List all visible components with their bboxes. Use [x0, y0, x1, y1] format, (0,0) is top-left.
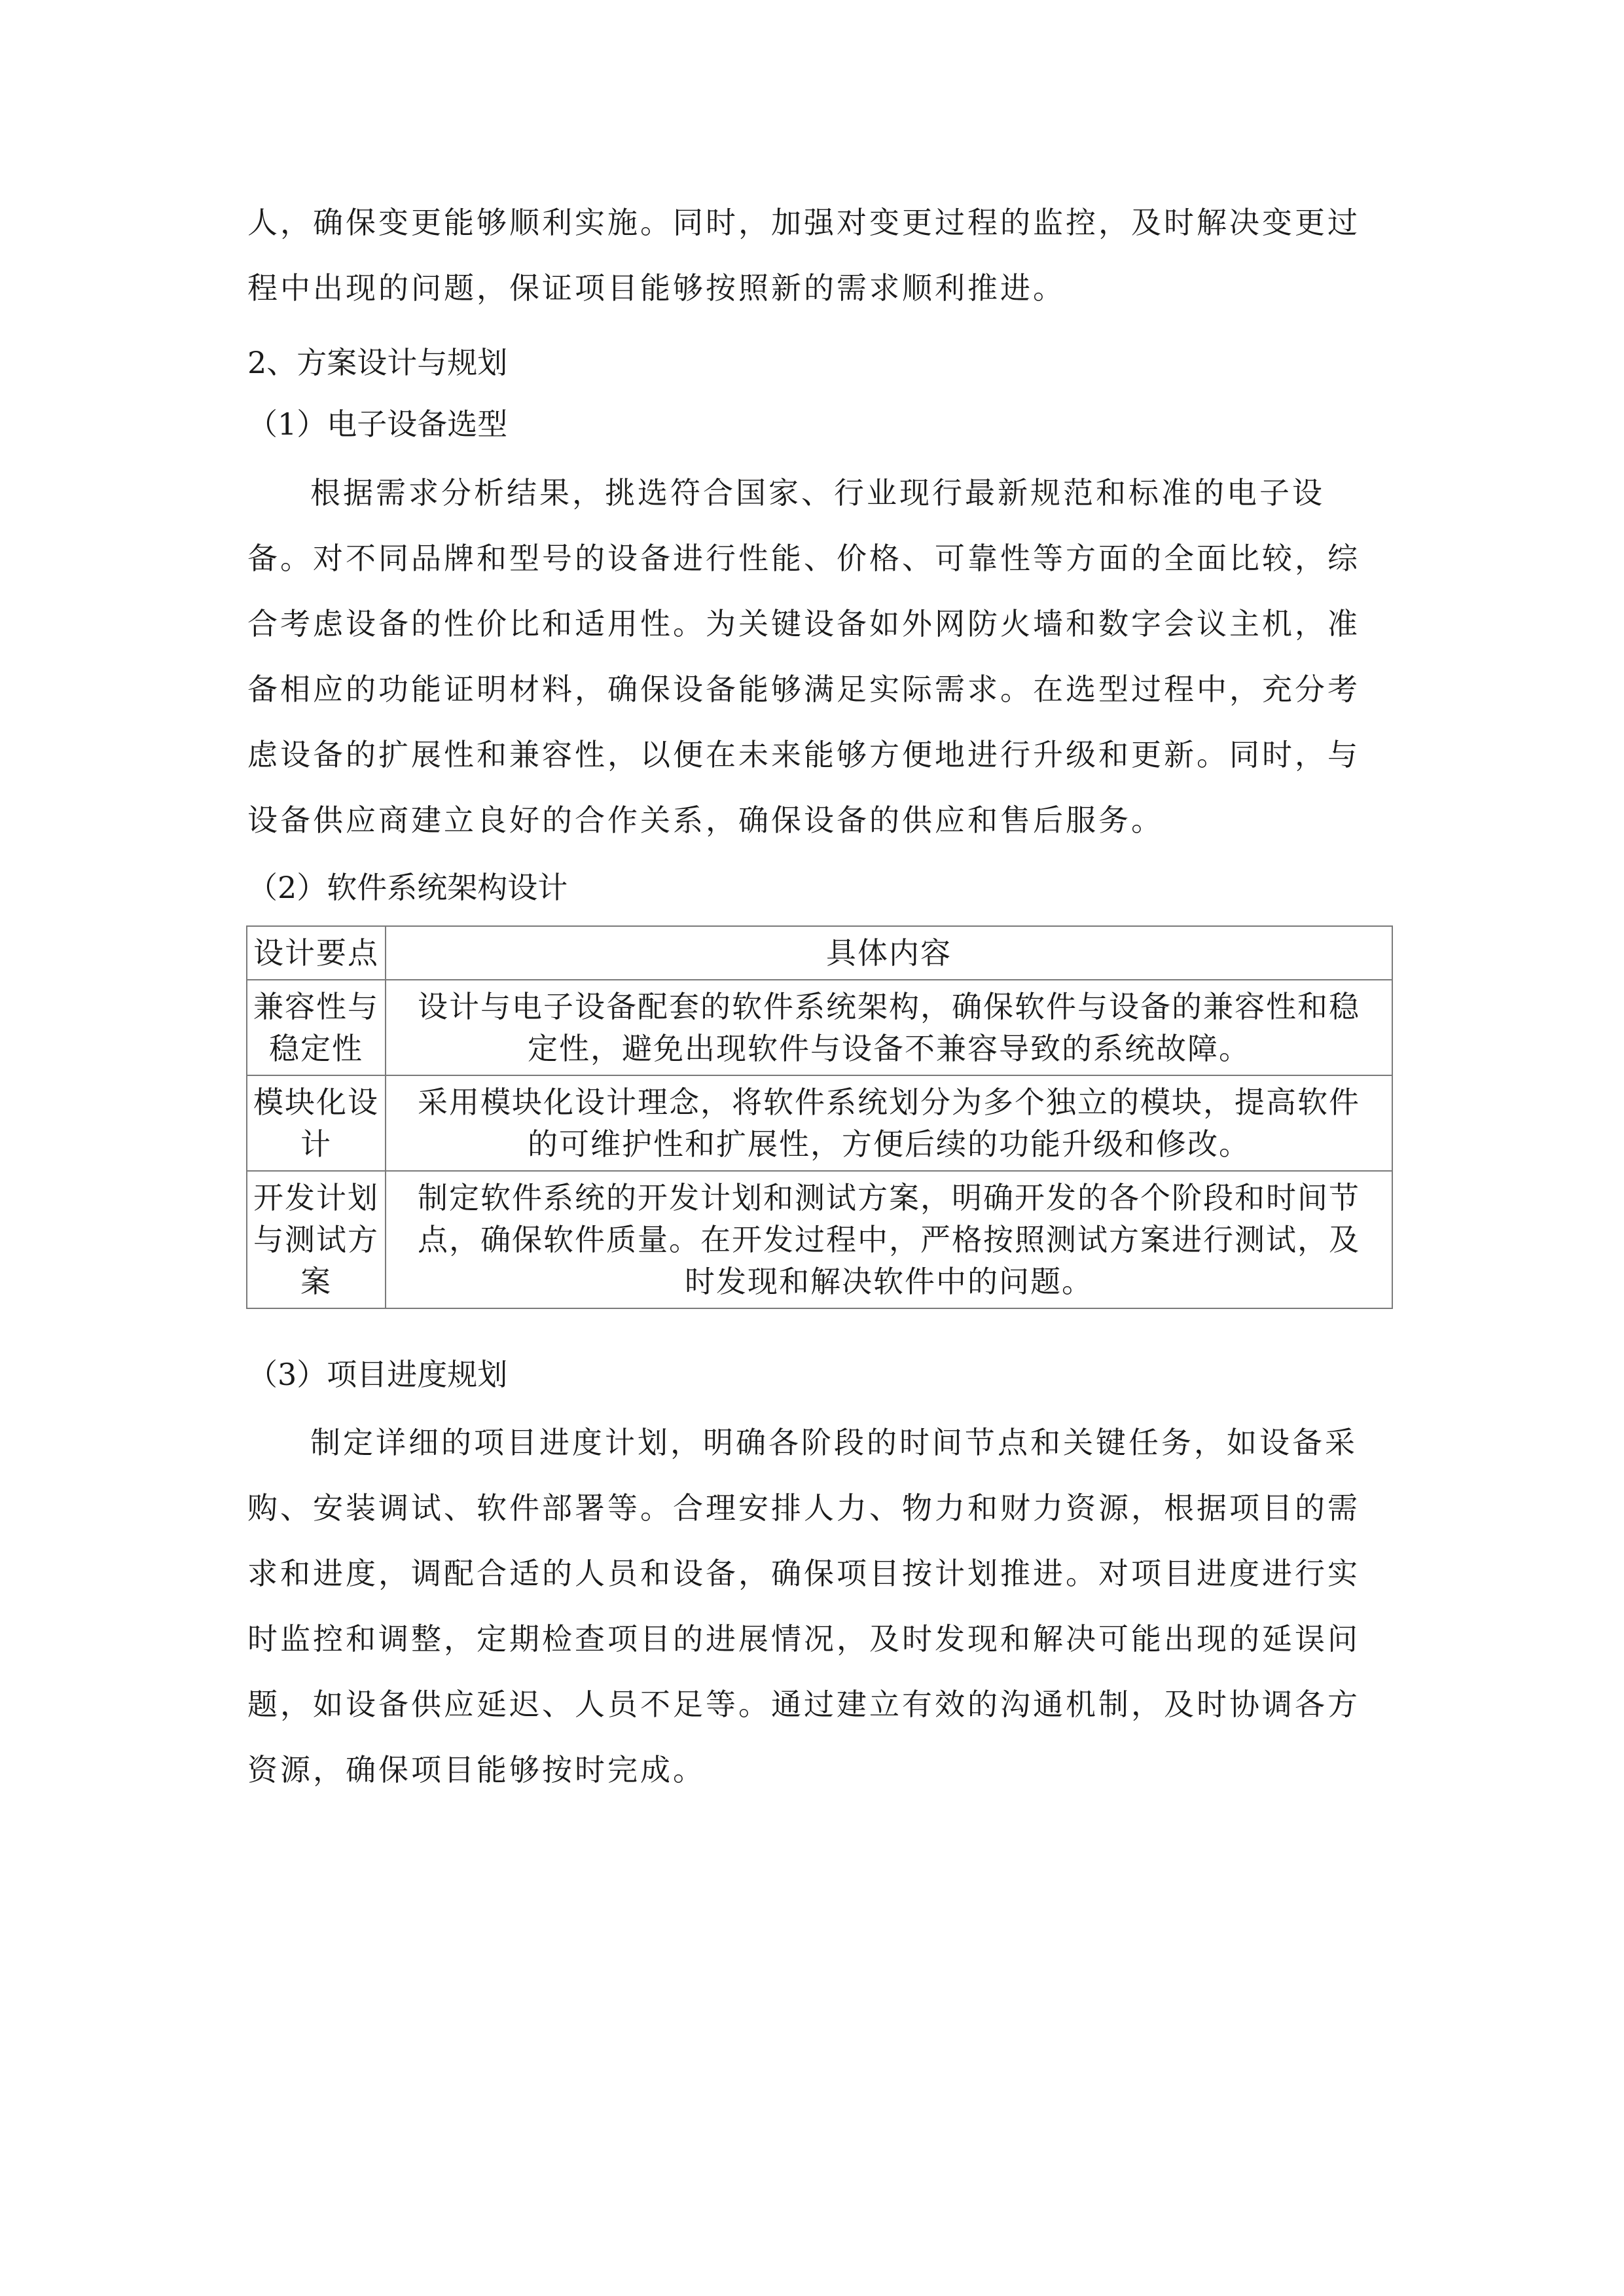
paragraph-line: 程中出现的问题，保证项目能够按照新的需求顺利推进。 — [247, 270, 1066, 306]
cell-line: 稳定性 — [269, 1031, 363, 1066]
subsection-heading-3: （3）项目进度规划 — [247, 1357, 508, 1392]
paragraph-line: 制定详细的项目进度计划，明确各阶段的时间节点和关键任务，如设备采 — [310, 1425, 1358, 1460]
design-point-cell — [247, 1171, 386, 1308]
design-point-cell — [247, 980, 386, 1075]
content-cell — [386, 1075, 1392, 1171]
cell-line: 案 — [300, 1264, 332, 1299]
paragraph-line: 人，确保变更能够顺利实施。同时，加强对变更过程的监控，及时解决变更过 — [247, 205, 1360, 240]
cell-line: 点，确保软件质量。在开发过程中，严格按照测试方案进行测试，及 — [418, 1222, 1360, 1257]
paragraph-line: 备。对不同品牌和型号的设备进行性能、价格、可靠性等方面的全面比较，综 — [247, 541, 1360, 576]
table-header-cell: 设计要点 — [247, 926, 386, 980]
section-heading: 2、方案设计与规划 — [247, 345, 508, 380]
subsection-heading-1: （1）电子设备选型 — [247, 406, 508, 442]
cell-line: 开发计划 — [253, 1180, 379, 1215]
table-row — [247, 1075, 1392, 1171]
content-cell — [386, 1171, 1392, 1308]
table-header-cell: 具体内容 — [386, 926, 1392, 980]
cell-line: 模块化设 — [253, 1085, 379, 1120]
paragraph-line: 虑设备的扩展性和兼容性，以便在未来能够方便地进行升级和更新。同时，与 — [247, 737, 1360, 772]
cell-line: 设计与电子设备配套的软件系统架构，确保软件与设备的兼容性和稳 — [418, 989, 1360, 1024]
table-row — [247, 1171, 1392, 1308]
paragraph-line: 时监控和调整，定期检查项目的进展情况，及时发现和解决可能出现的延误问 — [247, 1621, 1360, 1657]
paragraph-line: 根据需求分析结果，挑选符合国家、行业现行最新规范和标准的电子设 — [310, 475, 1325, 511]
table-header-row — [247, 926, 1392, 980]
paragraph-line: 设备供应商建立良好的合作关系，确保设备的供应和售后服务。 — [247, 802, 1164, 838]
cell-line: 时发现和解决软件中的问题。 — [685, 1264, 1093, 1299]
cell-line: 采用模块化设计理念，将软件系统划分为多个独立的模块，提高软件 — [418, 1085, 1360, 1120]
paragraph-line: 资源，确保项目能够按时完成。 — [247, 1752, 706, 1787]
cell-line: 制定软件系统的开发计划和测试方案，明确开发的各个阶段和时间节 — [418, 1180, 1360, 1215]
table-row — [247, 980, 1392, 1075]
subsection-heading-2: （2）软件系统架构设计 — [247, 870, 568, 905]
content-cell — [386, 980, 1392, 1075]
paragraph-line: 备相应的功能证明材料，确保设备能够满足实际需求。在选型过程中，充分考 — [247, 672, 1360, 707]
software-architecture-table — [246, 925, 1393, 1309]
cell-line: 计 — [300, 1126, 332, 1162]
cell-line: 定性，避免出现软件与设备不兼容导致的系统故障。 — [528, 1031, 1250, 1066]
design-point-cell — [247, 1075, 386, 1171]
equipment-selection-paragraph — [247, 460, 1386, 853]
paragraph-line: 购、安装调试、软件部署等。合理安排人力、物力和财力资源，根据项目的需 — [247, 1490, 1360, 1526]
cell-line: 兼容性与 — [253, 989, 379, 1024]
paragraph-line: 题，如设备供应延迟、人员不足等。通过建立有效的沟通机制，及时协调各方 — [247, 1687, 1360, 1722]
paragraph-line: 合考虑设备的性价比和适用性。为关键设备如外网防火墙和数字会议主机，准 — [247, 606, 1360, 641]
cell-line: 与测试方 — [253, 1222, 379, 1257]
schedule-planning-paragraph — [247, 1410, 1386, 1803]
intro-paragraph — [247, 190, 1386, 321]
paragraph-line: 求和进度，调配合适的人员和设备，确保项目按计划推进。对项目进度进行实 — [247, 1556, 1360, 1591]
cell-line: 的可维护性和扩展性，方便后续的功能升级和修改。 — [528, 1126, 1250, 1162]
